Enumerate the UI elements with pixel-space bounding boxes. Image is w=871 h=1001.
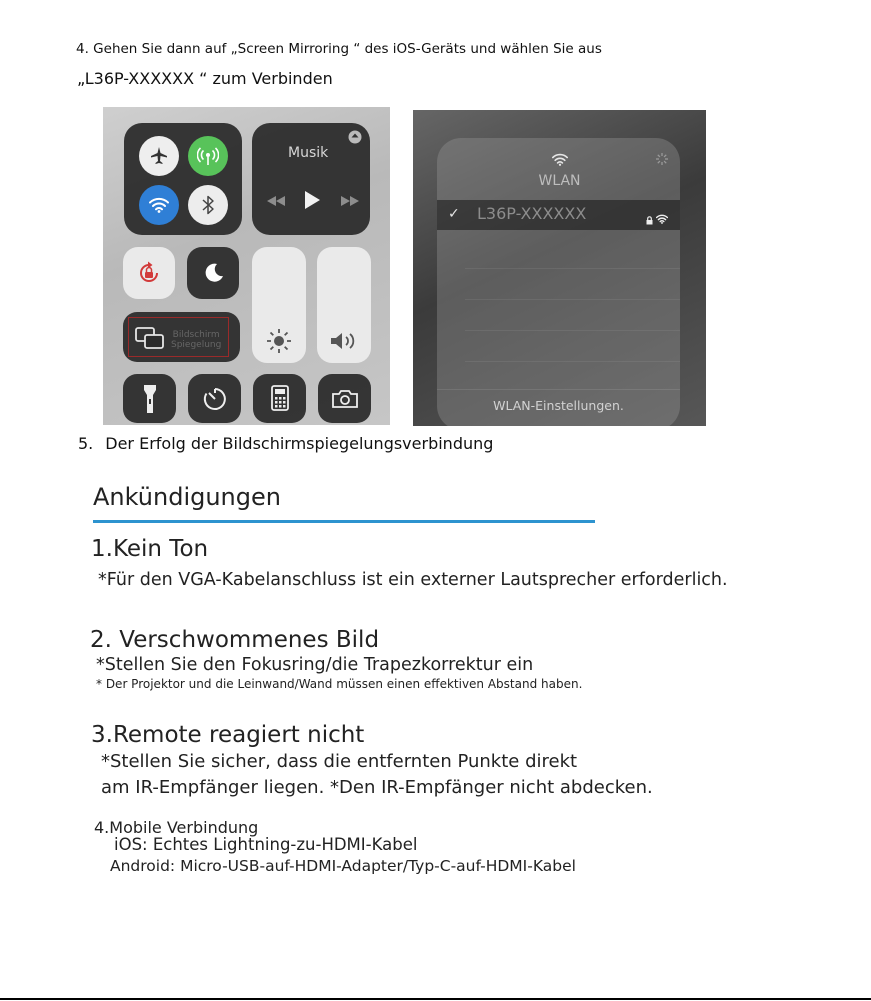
- announcement-note-2b: * Der Projektor und die Leinwand/Wand müssen einen effektiven Abstand haben.: [96, 677, 583, 691]
- music-label: Musik: [288, 145, 329, 161]
- step5-text: Der Erfolg der Bildschirmspiegelungsverbindung: [105, 434, 494, 453]
- announcements-title: Ankündigungen: [93, 483, 281, 511]
- flashlight-tile: [123, 374, 176, 423]
- announcement-note-2a: *Stellen Sie den Fokusring/die Trapezkorrektur ein: [96, 655, 534, 675]
- camera-tile: [318, 374, 371, 423]
- cellular-icon: [188, 136, 228, 176]
- brightness-icon: [265, 327, 293, 355]
- title-underline: [93, 520, 595, 523]
- page-bottom-border: [0, 998, 871, 1000]
- music-tile: [252, 123, 370, 235]
- list-divider: [465, 299, 680, 300]
- screen-mirroring-tile: [123, 312, 240, 362]
- announcement-heading-4: 4.Mobile Verbindung: [94, 818, 259, 837]
- step4-instruction-line2: „L36P-XXXXXX “ zum Verbinden: [77, 69, 333, 88]
- volume-icon: [329, 330, 359, 352]
- wlan-settings-link[interactable]: WLAN-Einstellungen.: [493, 398, 624, 413]
- bluetooth-icon: [188, 185, 228, 225]
- loading-spinner-icon: [655, 151, 669, 170]
- moon-icon: [203, 262, 225, 284]
- wlan-title: WLAN: [538, 173, 581, 189]
- connectivity-tile: [124, 123, 242, 235]
- do-not-disturb-tile: [187, 247, 239, 299]
- step5-number: 5.: [78, 434, 94, 453]
- announcement-note-3b: am IR-Empfänger liegen. *Den IR-Empfänger nicht abdecken.: [101, 777, 653, 798]
- wifi-signal-icon: [656, 209, 668, 228]
- rotation-lock-icon: [136, 260, 162, 286]
- calculator-icon: [271, 385, 289, 411]
- announcement-heading-1: 1.Kein Ton: [91, 536, 209, 562]
- announcement-note-1: *Für den VGA-Kabelanschluss ist ein externer Lautsprecher erforderlich.: [98, 570, 728, 590]
- wlan-wifi-icon: [552, 151, 568, 170]
- list-divider: [465, 330, 680, 331]
- airplane-icon: [139, 136, 179, 176]
- camera-icon: [331, 389, 359, 409]
- rotation-lock-tile: [123, 247, 175, 299]
- announcement-note-3a: *Stellen Sie sicher, dass die entfernten Punkte direkt: [101, 751, 578, 772]
- step5-instruction: [78, 434, 493, 453]
- screen-mirroring-label: Bildschirm Spiegelung: [171, 330, 222, 350]
- announcement-note-4b: Android: Micro-USB-auf-HDMI-Adapter/Typ-C-auf-HDMI-Kabel: [110, 857, 576, 875]
- wifi-icon: [139, 185, 179, 225]
- checkmark-icon: ✓: [448, 206, 460, 222]
- control-center-screenshot: [103, 107, 390, 425]
- announcement-heading-3: 3.Remote reagiert nicht: [91, 722, 365, 748]
- timer-tile: [188, 374, 241, 423]
- footer-divider: [437, 389, 680, 390]
- step4-instruction-line1: 4. Gehen Sie dann auf „Screen Mirroring “ des iOS-Geräts und wählen Sie aus: [76, 41, 602, 57]
- volume-slider: [317, 247, 371, 363]
- airplay-icon: [348, 130, 362, 144]
- list-divider: [465, 361, 680, 362]
- wlan-screenshot: [413, 110, 706, 426]
- announcement-note-4a: iOS: Echtes Lightning-zu-HDMI-Kabel: [114, 835, 418, 854]
- brightness-slider: [252, 247, 306, 363]
- play-icon: [304, 191, 320, 209]
- rewind-icon: [267, 196, 285, 206]
- wlan-network-name: L36P-XXXXXX: [477, 204, 587, 223]
- screen-mirroring-icon: [135, 327, 165, 349]
- flashlight-icon: [143, 384, 157, 414]
- lock-icon: [646, 210, 653, 229]
- timer-icon: [202, 386, 228, 412]
- fast-forward-icon: [341, 196, 359, 206]
- announcement-heading-2: 2. Verschwommenes Bild: [90, 627, 380, 653]
- calculator-tile: [253, 374, 306, 423]
- list-divider: [465, 268, 680, 269]
